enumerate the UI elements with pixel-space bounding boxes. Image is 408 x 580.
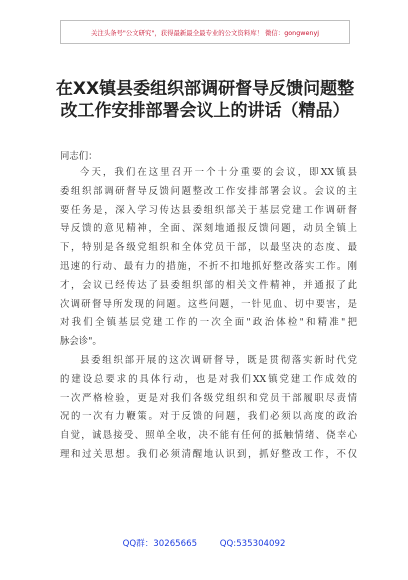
greeting: 同志们： [60, 151, 98, 162]
title-line-2: 改工作安排部署会议上的讲话（精品） [60, 101, 350, 121]
body-line: 理和过关思想。我们必须清醒地认识到，抓好整改工作，不仅 [60, 448, 357, 460]
body-line: 导反馈的意见精神，全面、深刻地通报反馈问题，动员全镇上 [60, 223, 357, 235]
document-title [40, 78, 370, 122]
header-banner: 关注头条号"公文研究"，获得最新最全最专业的公文资料库！ 微信：gongwenyj [60, 20, 350, 44]
document-body [60, 164, 357, 465]
body-line: 才，会议已经传达了县委组织部的相关文件精神，并通报了此 [60, 279, 357, 291]
body-line: 今天，我们在这里召开一个十分重要的会议，即XX镇县 [80, 167, 357, 178]
body-line: 次调研督导所发现的问题。这些问题，一针见血、切中要害，是 [60, 298, 357, 310]
body-line: 一次严格检验，更是对我们各级党组织和党员干部履职尽责情 [60, 392, 357, 404]
footer-qq-group: QQ群：30265665 [122, 539, 198, 549]
body-line: 下，特别是各级党组织和全体党员干部，以最坚决的态度、最 [60, 242, 357, 254]
body-line: 脉会诊"。 [60, 336, 102, 348]
body-line: 况的一次有力鞭策。对于反馈的问题，我们必须以高度的政治 [60, 411, 357, 423]
body-line: 迅速的行动、最有力的措施，不折不扣地抓好整改落实工作。刚 [60, 260, 357, 272]
footer-contact [0, 537, 408, 549]
body-line: 委组织部调研督导反馈问题整改工作安排部署会议。会议的主 [60, 185, 357, 197]
body-line: 县委组织部开展的这次调研督导，既是贯彻落实新时代党 [80, 354, 357, 366]
body-line: 自觉，诚恳接受、照单全收，决不能有任何的抵触情绪、侥幸心 [60, 430, 357, 442]
body-line: 要任务是，深入学习传达县委组织部关于基层党建工作调研督 [60, 204, 357, 216]
title-line-1: 在XX镇县委组织部调研督导反馈问题整 [55, 79, 355, 99]
body-line: 的建设总要求的具体行动，也是对我们XX镇党建工作成效的 [60, 373, 357, 385]
body-line: 对我们全镇基层党建工作的一次全面"政治体检"和精准"把 [60, 317, 357, 329]
footer-qq-number: QQ:535304092 [219, 539, 286, 549]
